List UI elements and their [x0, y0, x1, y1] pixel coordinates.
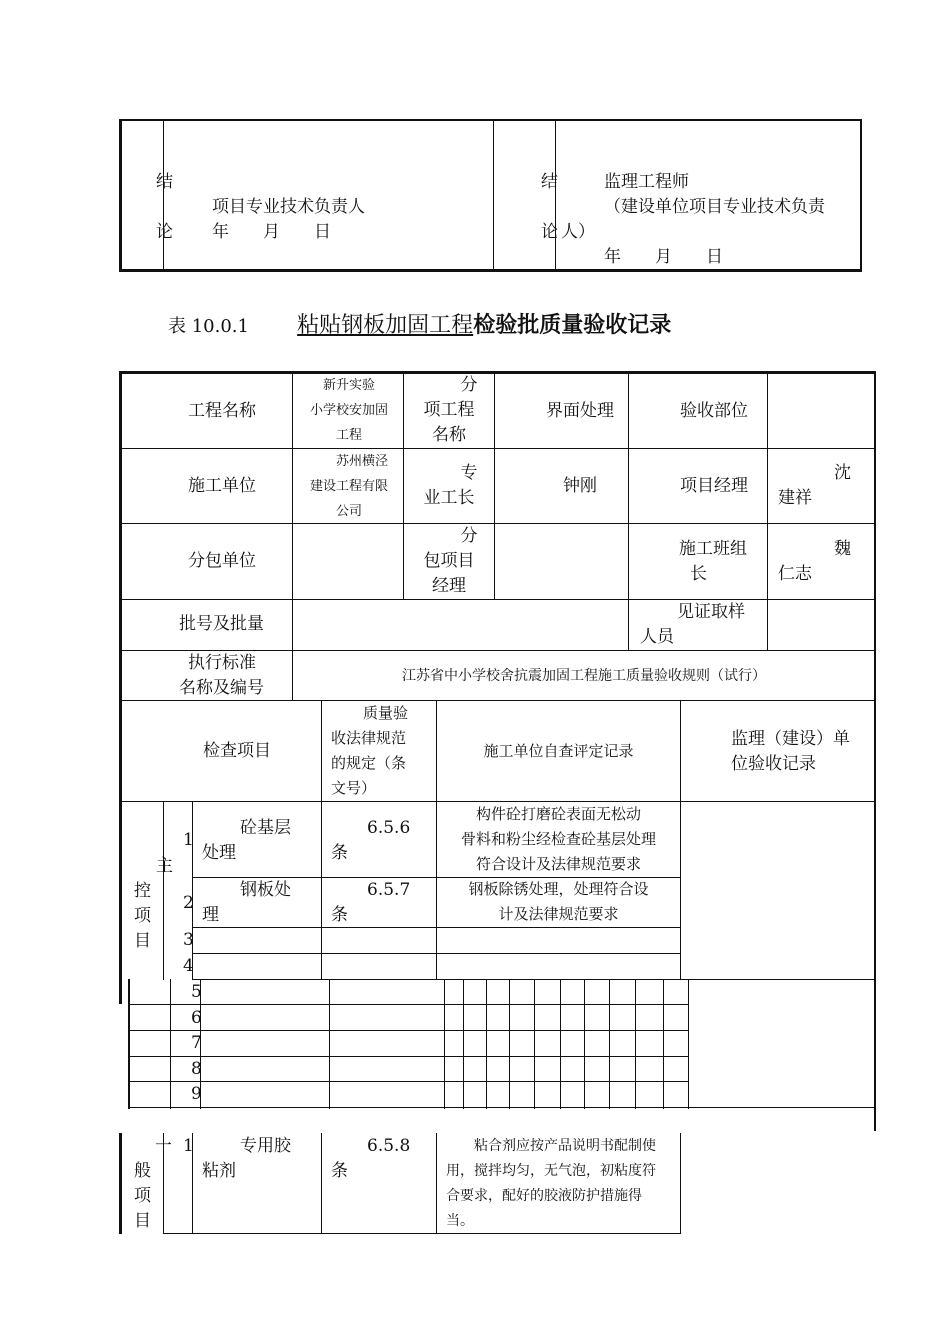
main-control-label-3: 项 — [134, 906, 151, 926]
mc-row2-record: 钢板除锈处理，处理符合设 计及法律规范要求 — [468, 880, 649, 923]
right-signer-line2: （建设单位项目专业技术负责 — [604, 197, 825, 217]
col-check-item: 检查项目 — [203, 741, 271, 761]
gen-row1-no: 1 — [183, 1136, 194, 1156]
mc-row1-no: 1 — [183, 830, 194, 850]
main-control-label-2: 控 — [134, 881, 151, 901]
project-name-value: 新升实验 小学校安加固 工程 — [309, 378, 388, 443]
table-name-bold: 检验批质量验收记录 — [473, 312, 672, 338]
main-control-label-4: 目 — [134, 931, 151, 951]
table-title — [168, 308, 671, 339]
left-signer: 项目专业技术负责人 — [212, 197, 365, 217]
sub-project-label: 分 项工程 名称 — [423, 375, 478, 445]
general-label-4: 目 — [134, 1211, 151, 1231]
mc-row1-record: 构件砼打磨砼表面无松动 骨料和粉尘经检查砼基层处理 符合设计及法律规范要求 — [460, 805, 656, 873]
foreman-value: 钟刚 — [563, 476, 597, 496]
left-date: 年 月 日 — [212, 222, 331, 242]
table-number: 表 10.0.1 — [168, 316, 249, 337]
gen-row1-item: 专用胶 粘剂 — [202, 1136, 291, 1181]
mc-row1-item: 砼基层 处理 — [202, 818, 291, 863]
construction-unit-label: 施工单位 — [188, 476, 256, 496]
mc-row5-no: 5 — [191, 982, 202, 1002]
mc-row1-spec: 6.5.6 条 — [331, 818, 411, 863]
foreman-label: 专 业工长 — [423, 463, 478, 508]
mc-row4-no: 4 — [183, 956, 194, 976]
general-label-3: 项 — [134, 1186, 151, 1206]
sub-project-value: 界面处理 — [546, 401, 614, 421]
witness-label: 见证取样 人员 — [640, 602, 745, 647]
col-supervision: 监理（建设）单 位验收记录 — [731, 729, 850, 774]
mc-row3-no: 3 — [183, 930, 194, 950]
standard-label: 执行标准 名称及编号 — [179, 653, 264, 698]
standard-value: 江苏省中小学校舍抗震加固工程施工质量验收规则（试行） — [402, 668, 766, 684]
table-name: 粘贴钢板加固工程 — [297, 313, 474, 338]
mc-row6-no: 6 — [191, 1008, 202, 1028]
sub-pm-label: 分 包项目 经理 — [423, 526, 478, 596]
left-conclusion-label: 结 — [156, 172, 173, 192]
batch-label: 批号及批量 — [179, 614, 264, 634]
pm-label: 项目经理 — [680, 476, 748, 496]
mc-row9-no: 9 — [191, 1084, 202, 1104]
right-conclusion-label: 结 — [541, 172, 558, 192]
right-date: 年 月 日 — [604, 247, 723, 267]
right-conclusion-label-2: 论 — [541, 222, 558, 242]
acceptance-part-label: 验收部位 — [680, 401, 748, 421]
gen-row1-record: 粘合剂应按产品说明书配制使 用，搅拌均匀，无气泡，初粘度符 合要求，配好的胶液防护措施得 当。 — [446, 1138, 656, 1229]
left-conclusion-label-2: 论 — [156, 222, 173, 242]
team-leader-label: 施工班组 长 — [679, 539, 747, 584]
gen-row1-spec: 6.5.8 条 — [331, 1136, 411, 1181]
general-label-2: 般 — [134, 1161, 151, 1181]
col-spec: 质量验 收法律规范 的规定（条 文号） — [331, 704, 409, 797]
right-signer: 监理工程师 — [604, 172, 689, 192]
mc-row8-no: 8 — [191, 1059, 202, 1079]
main-control-label-1: 主 — [156, 856, 173, 876]
mc-row7-no: 7 — [191, 1033, 202, 1053]
mc-row2-spec: 6.5.7 条 — [331, 880, 411, 925]
construction-unit-value: 苏州横泾 建设工程有限 公司 — [309, 454, 388, 519]
subcontractor-label: 分包单位 — [188, 551, 256, 571]
project-name-label: 工程名称 — [188, 401, 256, 421]
col-self-check: 施工单位自查评定记录 — [483, 742, 634, 760]
right-signer-line3: 人） — [561, 222, 595, 242]
pm-value: 沈 建祥 — [778, 463, 851, 508]
mc-row2-item: 钢板处 理 — [202, 880, 291, 925]
team-leader-value: 魏 仁志 — [778, 539, 851, 584]
mc-row2-no: 2 — [183, 893, 194, 913]
general-label-1: 一 — [155, 1136, 172, 1156]
